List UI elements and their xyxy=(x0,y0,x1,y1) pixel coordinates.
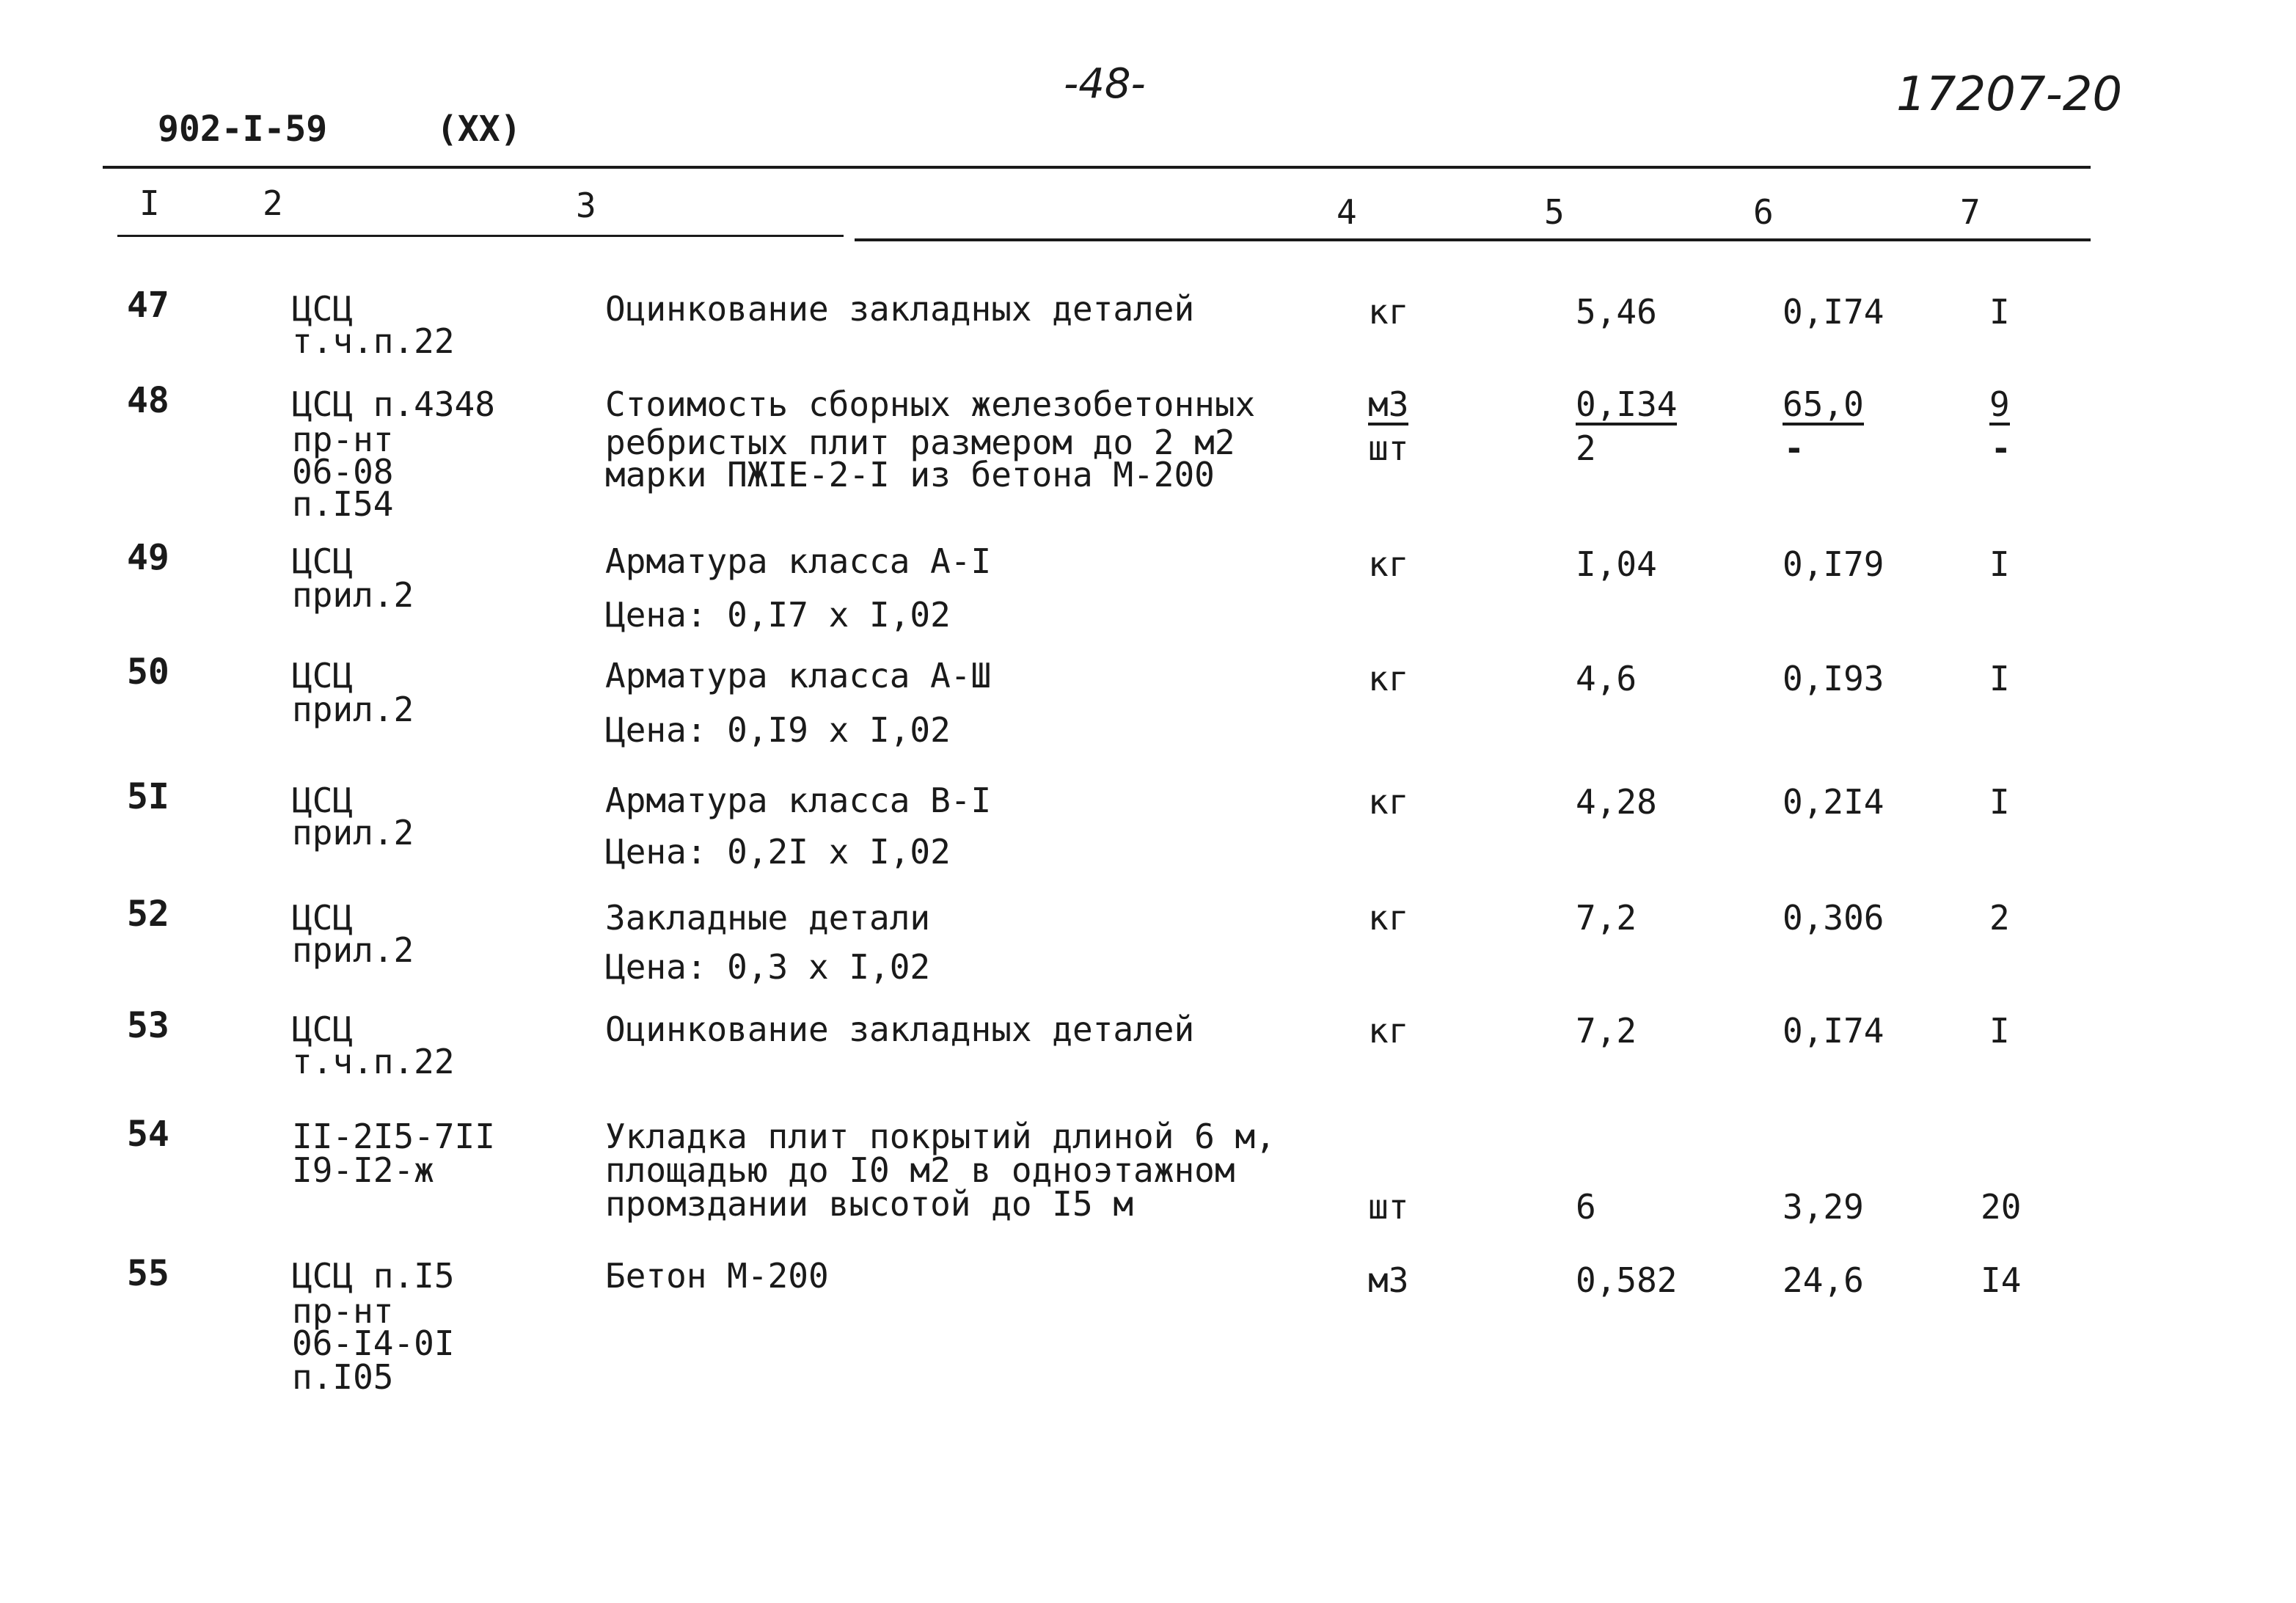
row-reference-line: 06-08 xyxy=(292,452,394,492)
row-quantity: 7,2 xyxy=(1576,1011,1637,1051)
row-reference-line: ЦСЦ xyxy=(292,289,354,329)
row-quantity-secondary: 2 xyxy=(1576,428,1596,468)
row-description-line: промздании высотой до I5 м xyxy=(605,1184,1134,1224)
handwritten-doc-id: 17207-20 xyxy=(1896,67,2123,122)
row-unit: кг xyxy=(1368,1011,1409,1051)
row-quantity: I,04 xyxy=(1576,544,1657,584)
row-reference-line: т.ч.п.22 xyxy=(292,321,455,361)
row-reference-line: ЦСЦ xyxy=(292,898,354,938)
row-reference-line: пр-нт xyxy=(292,1291,394,1331)
row-col7: I4 xyxy=(1981,1260,2022,1300)
row-reference-line: ЦСЦ п.I5 xyxy=(292,1256,455,1296)
row-description-line: марки ПЖIЕ-2-I из бетона М-200 xyxy=(605,455,1215,494)
row-col7: I xyxy=(1989,292,2010,332)
row-unit-secondary: шт xyxy=(1368,428,1409,468)
column-number-7: 7 xyxy=(1960,192,1981,232)
row-price: 0,306 xyxy=(1783,898,1884,938)
row-col7: I xyxy=(1989,782,2010,822)
row-col7-secondary: - xyxy=(1991,428,2011,468)
row-description-line: Укладка плит покрытий длиной 6 м, xyxy=(605,1117,1276,1156)
row-description-line: Оцинкование закладных деталей xyxy=(605,1009,1195,1049)
row-price-note: Цена: 0,I7 x I,02 xyxy=(605,595,951,635)
row-description-line: Арматура класса В-I xyxy=(605,781,992,820)
row-quantity: 7,2 xyxy=(1576,898,1637,938)
row-price: 0,I74 xyxy=(1783,292,1884,332)
column-number-3: 3 xyxy=(576,186,596,225)
row-price: 0,2I4 xyxy=(1783,782,1884,822)
page-number: -48- xyxy=(1064,60,1146,108)
row-col7: 9 xyxy=(1989,384,2010,424)
row-description-line: Стоимость сборных железобетонных xyxy=(605,384,1256,424)
row-number: 47 xyxy=(127,285,169,326)
row-quantity: 4,28 xyxy=(1576,782,1657,822)
row-reference-line: ЦСЦ xyxy=(292,541,354,581)
row-price-note: Цена: 0,2I x I,02 xyxy=(605,832,951,872)
column-number-6: 6 xyxy=(1753,192,1774,232)
row-reference-line: пр-нт xyxy=(292,420,394,459)
row-description-line: Бетон М-200 xyxy=(605,1256,829,1296)
doc-code: 902-I-59 xyxy=(158,109,328,150)
row-number: 52 xyxy=(127,894,169,935)
row-price-secondary: - xyxy=(1784,428,1805,468)
row-description-line: Арматура класса А-Ш xyxy=(605,656,992,695)
row-unit: м3 xyxy=(1368,1260,1409,1300)
top-rule xyxy=(103,166,2091,169)
row-col7: I xyxy=(1989,1011,2010,1051)
column-header-rule-left xyxy=(117,235,844,237)
row-description-line: Закладные детали xyxy=(605,898,931,938)
row-number: 50 xyxy=(127,651,169,693)
row-unit: кг xyxy=(1368,782,1409,822)
column-number-4: 4 xyxy=(1337,192,1357,232)
row-unit: кг xyxy=(1368,544,1409,584)
row-reference-line: прил.2 xyxy=(292,575,414,615)
row-reference-line: п.I05 xyxy=(292,1357,394,1397)
row-number: 54 xyxy=(127,1114,169,1155)
row-quantity: 5,46 xyxy=(1576,292,1657,332)
row-number: 5I xyxy=(127,776,169,817)
row-col7: 20 xyxy=(1981,1187,2022,1227)
row-description-line: Арматура класса А-I xyxy=(605,541,992,581)
row-price: 0,I74 xyxy=(1783,1011,1884,1051)
column-header-rule-right xyxy=(855,238,2091,241)
row-price: 0,I93 xyxy=(1783,659,1884,698)
row-price-note: Цена: 0,I9 x I,02 xyxy=(605,710,951,750)
section-number: (XX) xyxy=(436,109,522,150)
row-reference-line: прил.2 xyxy=(292,690,414,729)
row-unit: м3 xyxy=(1368,384,1409,424)
row-price: 24,6 xyxy=(1783,1260,1864,1300)
row-reference-line: ЦСЦ xyxy=(292,781,354,820)
row-description-line: Оцинкование закладных деталей xyxy=(605,289,1195,329)
row-price: 65,0 xyxy=(1783,384,1864,424)
row-description-line: площадью до I0 м2 в одноэтажном xyxy=(605,1150,1235,1190)
row-description-line: ребристых плит размером до 2 м2 xyxy=(605,423,1235,462)
row-number: 55 xyxy=(127,1253,169,1294)
row-quantity: 6 xyxy=(1576,1187,1596,1227)
row-reference-line: 06-I4-0I xyxy=(292,1323,455,1363)
row-col7: I xyxy=(1989,659,2010,698)
row-reference-line: ЦСЦ п.4348 xyxy=(292,384,495,424)
row-reference-line: т.ч.п.22 xyxy=(292,1042,455,1081)
row-col7: 2 xyxy=(1989,898,2010,938)
row-price: 3,29 xyxy=(1783,1187,1864,1227)
row-number: 53 xyxy=(127,1005,169,1046)
row-reference-line: прил.2 xyxy=(292,930,414,970)
row-reference-line: II-2I5-7II xyxy=(292,1117,495,1156)
column-number-5: 5 xyxy=(1544,192,1565,232)
row-reference-line: I9-I2-ж xyxy=(292,1150,434,1190)
row-reference-line: прил.2 xyxy=(292,813,414,852)
row-number: 49 xyxy=(127,537,169,578)
row-unit: шт xyxy=(1368,1187,1409,1227)
row-reference-line: ЦСЦ xyxy=(292,1009,354,1049)
row-price-note: Цена: 0,3 x I,02 xyxy=(605,947,931,987)
column-number-1: I xyxy=(139,183,160,223)
row-unit: кг xyxy=(1368,659,1409,698)
row-quantity: 0,I34 xyxy=(1576,384,1678,424)
row-unit: кг xyxy=(1368,292,1409,332)
row-quantity: 0,582 xyxy=(1576,1260,1678,1300)
row-unit: кг xyxy=(1368,898,1409,938)
row-col7: I xyxy=(1989,544,2010,584)
row-price: 0,I79 xyxy=(1783,544,1884,584)
row-quantity: 4,6 xyxy=(1576,659,1637,698)
row-reference-line: п.I54 xyxy=(292,484,394,524)
row-number: 48 xyxy=(127,380,169,421)
column-number-2: 2 xyxy=(263,183,283,223)
row-reference-line: ЦСЦ xyxy=(292,656,354,695)
